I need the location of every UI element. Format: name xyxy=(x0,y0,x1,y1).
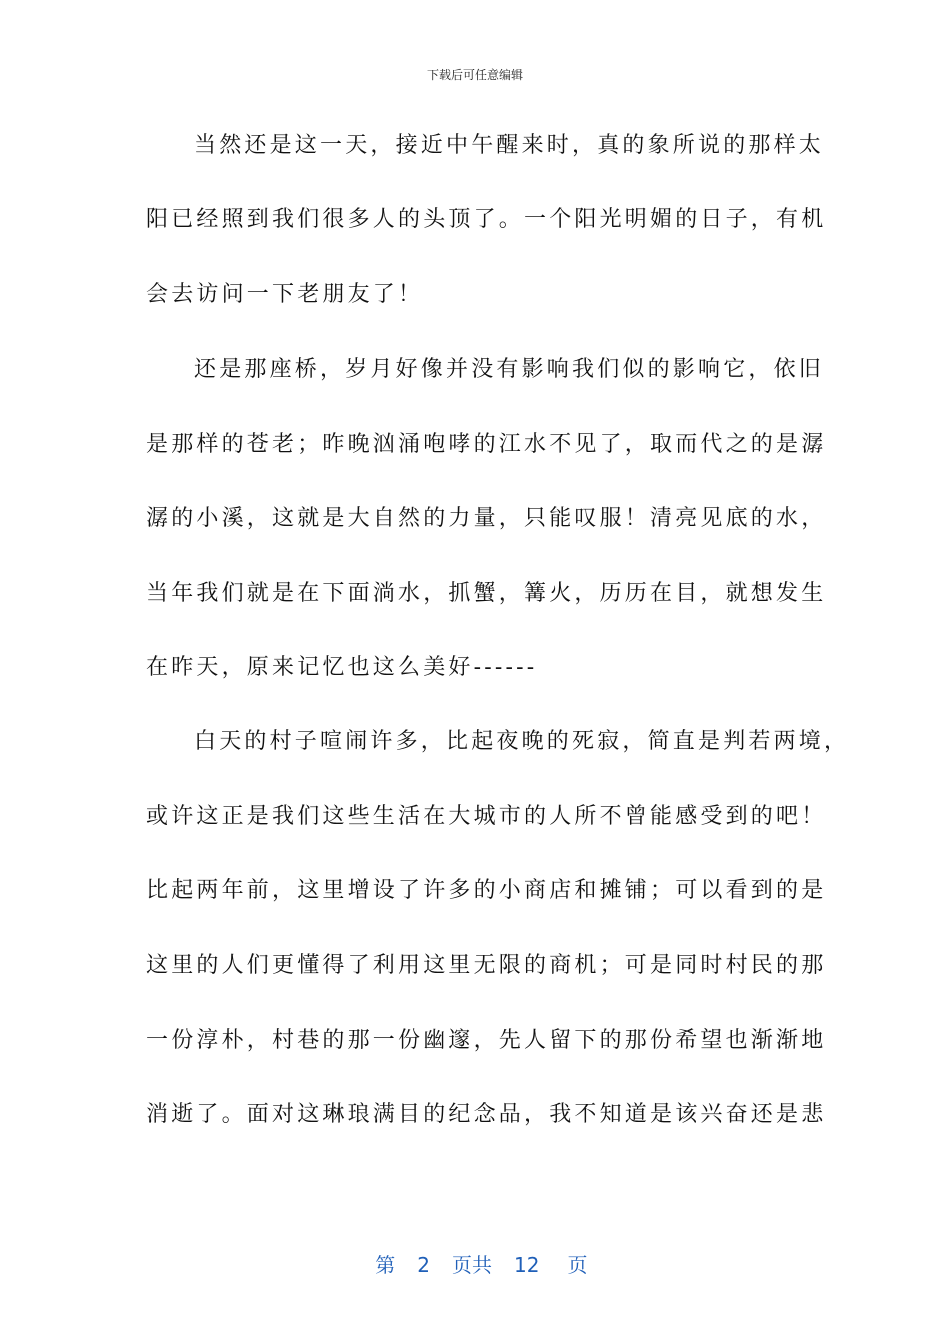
total-page-number: 12 xyxy=(514,1253,540,1277)
footer-prefix: 第 xyxy=(375,1253,396,1277)
page-footer xyxy=(0,1225,950,1278)
text-line: 比起两年前，这里增设了许多的小商店和摊铺；可以看到的是 xyxy=(146,878,827,903)
text-line: 这里的人们更懂得了利用这里无限的商机；可是同时村民的那 xyxy=(146,953,827,978)
text-line: 当然还是这一天，接近中午醒来时，真的象所说的那样太 xyxy=(194,133,825,158)
text-line: 阳已经照到我们很多人的头顶了。一个阳光明媚的日子，有机 xyxy=(146,207,827,232)
current-page-number: 2 xyxy=(417,1253,430,1277)
text-line: 白天的村子喧闹许多，比起夜晚的死寂，简直是判若两境， xyxy=(194,729,850,754)
footer-suffix: 页 xyxy=(567,1253,588,1277)
text-line: 潺的小溪，这就是大自然的力量，只能叹服！清亮见底的水， xyxy=(146,506,827,531)
text-line: 还是那座桥，岁月好像并没有影响我们似的影响它，依旧 xyxy=(194,357,825,382)
text-line: 会去访问一下老朋友了！ xyxy=(146,282,424,307)
header-note: 下载后可任意编辑 xyxy=(426,68,523,82)
text-line: 或许这正是我们这些生活在大城市的人所不曾能感受到的吧！ xyxy=(146,804,827,829)
footer-middle: 页共 xyxy=(452,1253,492,1277)
text-line: 当年我们就是在下面淌水，抓蟹，篝火，历历在目，就想发生 xyxy=(146,581,827,606)
text-line: 在昨天，原来记忆也这么美好------ xyxy=(146,655,538,680)
text-line: 是那样的苍老；昨晚汹涌咆哮的江水不见了，取而代之的是潺 xyxy=(146,432,827,457)
text-line: 一份淳朴，村巷的那一份幽邃，先人留下的那份希望也渐渐地 xyxy=(146,1028,827,1053)
text-line: 消逝了。面对这琳琅满目的纪念品，我不知道是该兴奋还是悲 xyxy=(146,1102,827,1127)
